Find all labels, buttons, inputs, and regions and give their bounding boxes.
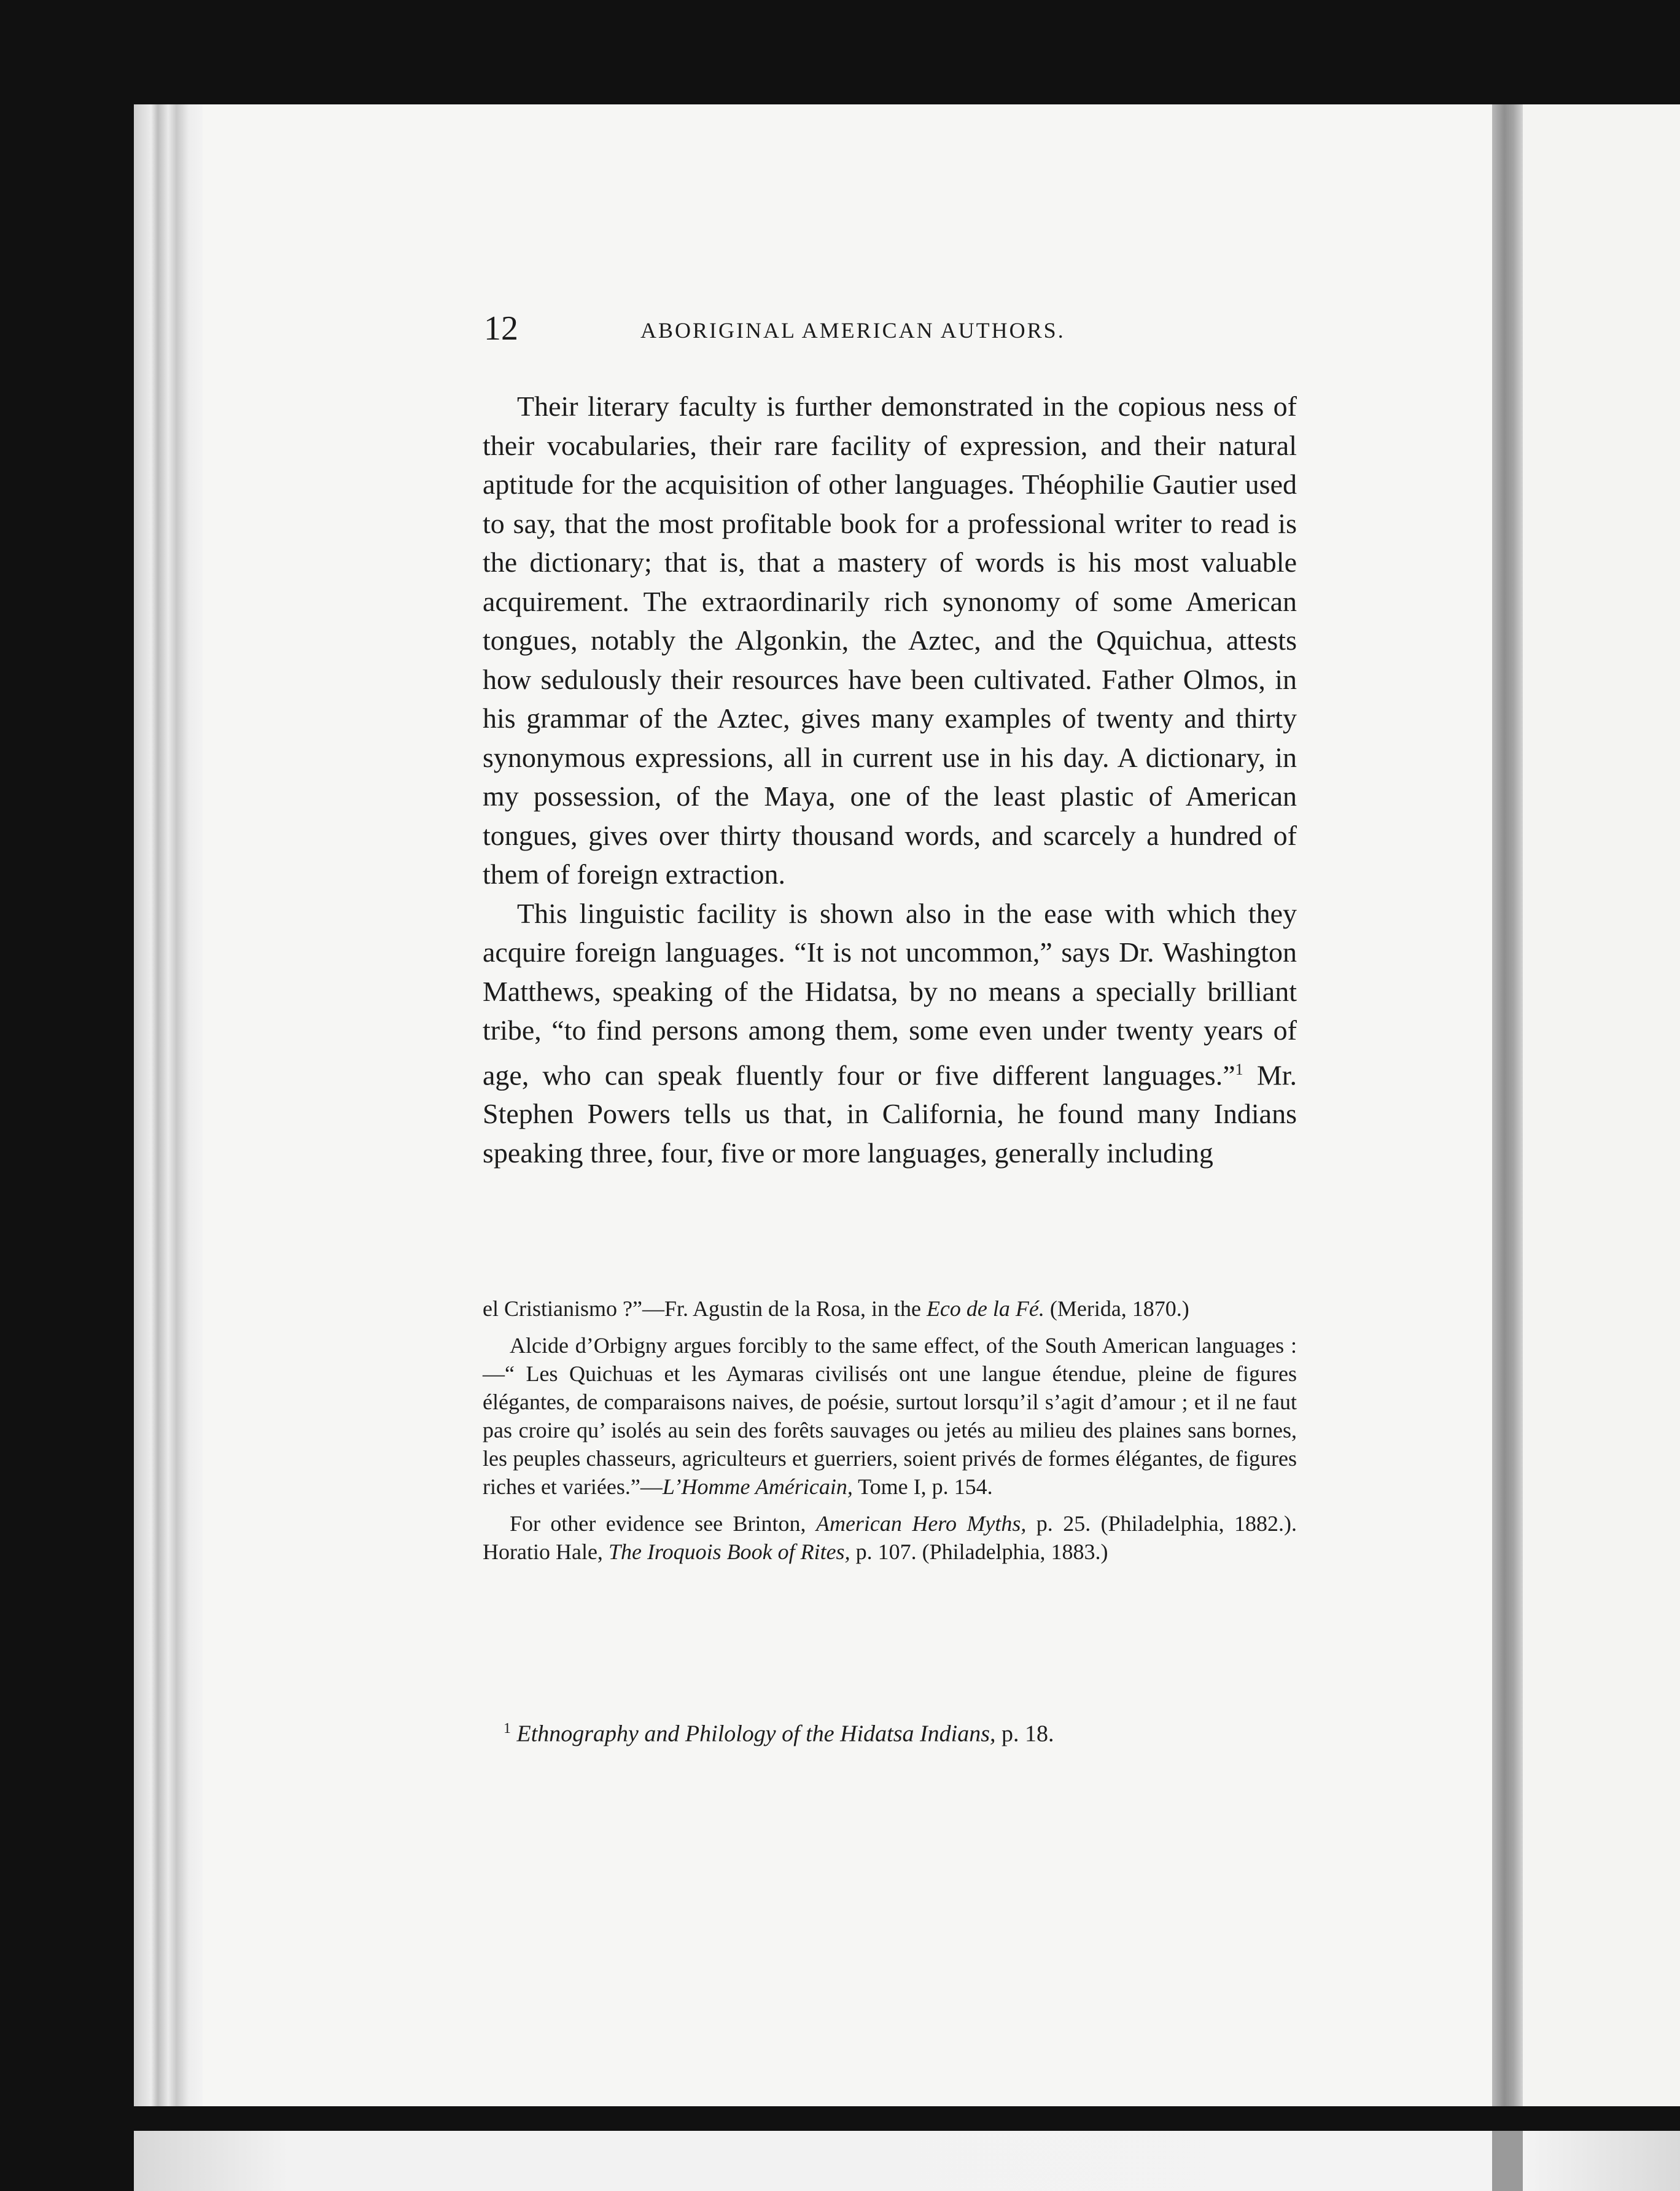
note-evidence-mid: p. 25. (Philadelphia, 1882.). Horatio Hale,	[483, 1511, 1297, 1564]
note-evidence	[483, 1509, 1297, 1566]
paragraph-2	[483, 894, 1297, 1173]
note-orbigny-text: Alcide d’Orbigny argues forcibly to the same effect, of the South American languages :—“ Les Quichuas et les Aymaras civilisés ont une langue étendue, pleine de figures élégantes, de comparaisons naives, de poésie, surtout lorsqu’il s’agit d’amour ; et il ne faut pas croire qu’ isolés au sein des forêts sauvages ou jetés au milieu des plaines sans bornes, les peuples chasseurs, agriculteurs et guerriers, soient privés de formes élégantes, de figures riches et variées.”—	[483, 1333, 1297, 1499]
next-frame-strip	[134, 2131, 1680, 2191]
paragraph-2-continuation: Mr. Stephen Powers tells us that, in California, he found many Indians speaking three, four, five or more languages, generally including	[483, 1059, 1297, 1169]
note-continuation-end: (Merida, 1870.)	[1044, 1296, 1189, 1321]
note-orbigny-title: L’Homme Américain,	[662, 1474, 853, 1499]
continued-notes	[483, 1294, 1297, 1574]
note-evidence-end: p. 107. (Philadelphia, 1883.)	[850, 1539, 1108, 1564]
note-continuation-title: Eco de la Fé.	[926, 1296, 1044, 1321]
paragraph-1: Their literary faculty is further demonstrated in the copious ness of their vocabularies, their rare facility of expression, and their natural aptitude for the acquisition of other languages. Théophilie Gautier used to say, that the most profitable book for a professional writer to read is the dictionary; that is, that a mastery of words is his most valuable acquirement. The extraordinarily rich synonomy of some American tongues, notably the Algonkin, the Aztec, and the Qquichua, attests how sedulously their resources have been cultivated. Father Olmos, in his grammar of the Aztec, gives many examples of twenty and thirty synonymous expressions, all in current use in his day. A dictionary, in my possession, of the Maya, one of the least plastic of American tongues, gives over thirty thousand words, and scarcely a hundred of them of foreign extraction.	[483, 391, 1297, 890]
note-continuation	[483, 1294, 1297, 1323]
footnote-reference: 1	[1235, 1060, 1243, 1078]
next-frame-gutter	[1492, 2131, 1523, 2191]
footnote	[504, 1713, 1302, 1749]
note-orbigny-end: Tome I, p. 154.	[852, 1474, 993, 1499]
running-head: ABORIGINAL AMERICAN AUTHORS.	[640, 318, 1065, 343]
note-evidence-title-2: The Iroquois Book of Rites,	[608, 1539, 850, 1564]
page-number: 12	[484, 309, 518, 348]
paragraph-2-text: This linguistic facility is shown also in the ease with which they acquire foreign languages. “It is not uncommon,” says Dr. Washington Matthews, speaking of the Hidatsa, by no means a specially brilliant tribe, “to find persons among them, some even under twenty years of age, who can speak fluently four or five different languages.”	[483, 897, 1297, 1091]
note-continuation-text: el Cristianismo ?”—Fr. Agustin de la Rosa, in the	[483, 1296, 927, 1321]
left-page-edge	[134, 104, 203, 2106]
note-orbigny	[483, 1331, 1297, 1501]
footnote-end: p. 18.	[995, 1721, 1054, 1747]
facing-page-edge	[1523, 104, 1680, 2106]
main-text	[483, 387, 1297, 1172]
footnote-title: Ethnography and Philology of the Hidatsa Indians,	[516, 1721, 996, 1747]
book-gutter	[1492, 104, 1523, 2106]
page-header	[484, 307, 1313, 350]
note-evidence-text: For other evidence see Brinton,	[510, 1511, 816, 1536]
footnote-marker: 1	[504, 1721, 511, 1737]
note-evidence-title-1: American Hero Myths,	[815, 1511, 1027, 1536]
